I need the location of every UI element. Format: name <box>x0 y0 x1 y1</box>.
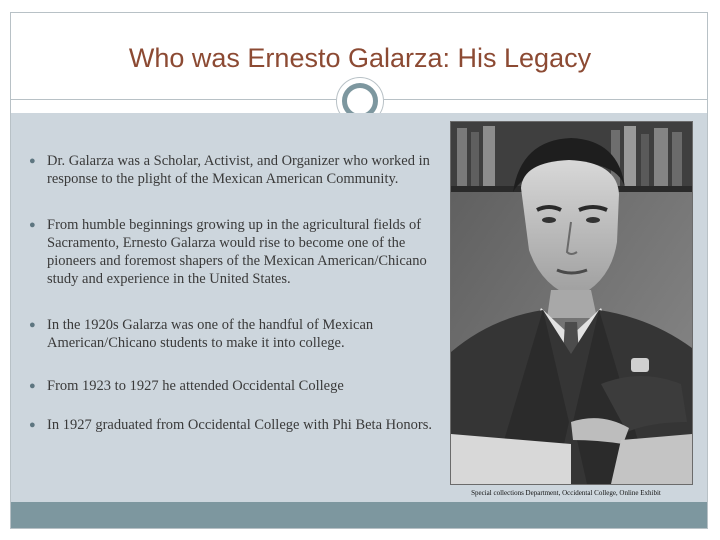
bullet-list <box>22 152 442 434</box>
slide-title: Who was Ernesto Galarza: His Legacy <box>128 43 592 73</box>
bullet-text: From 1923 to 1927 he attended Occidental College <box>47 378 344 394</box>
bullet-dot-icon: ● <box>29 319 36 331</box>
bullet-text: In 1927 graduated from Occidental College with Phi Beta Honors. <box>47 417 432 433</box>
bullet-item <box>22 152 442 188</box>
bullet-item <box>22 216 442 288</box>
bullet-text: In the 1920s Galarza was one of the handful of Mexican American/Chicano students to make it into college. <box>47 317 374 351</box>
portrait-photo <box>450 121 693 485</box>
bullet-dot-icon: ● <box>29 219 36 231</box>
title-divider-left <box>10 99 336 100</box>
bullet-dot-icon: ● <box>29 419 36 431</box>
bullet-dot-icon: ● <box>29 380 36 392</box>
bullet-item <box>22 377 442 395</box>
bullet-text: Dr. Galarza was a Scholar, Activist, and Organizer who worked in response to the plight of the Mexican American Community. <box>47 153 430 187</box>
bullet-dot-icon: ● <box>29 155 36 167</box>
bullet-text: From humble beginnings growing up in the agricultural fields of Sacramento, Ernesto Galarza would rise to become one of the pioneers and foremost shapers of the Mexican American/Chicano study and experience in the United States. <box>47 217 427 287</box>
footer-bar <box>11 502 707 528</box>
bullet-item <box>22 316 442 352</box>
photo-caption: Special collections Department, Occidental College, Online Exhibit <box>471 489 661 497</box>
portrait-photo-image <box>451 122 692 484</box>
bullet-item <box>22 416 442 434</box>
title-divider-right <box>384 99 708 100</box>
